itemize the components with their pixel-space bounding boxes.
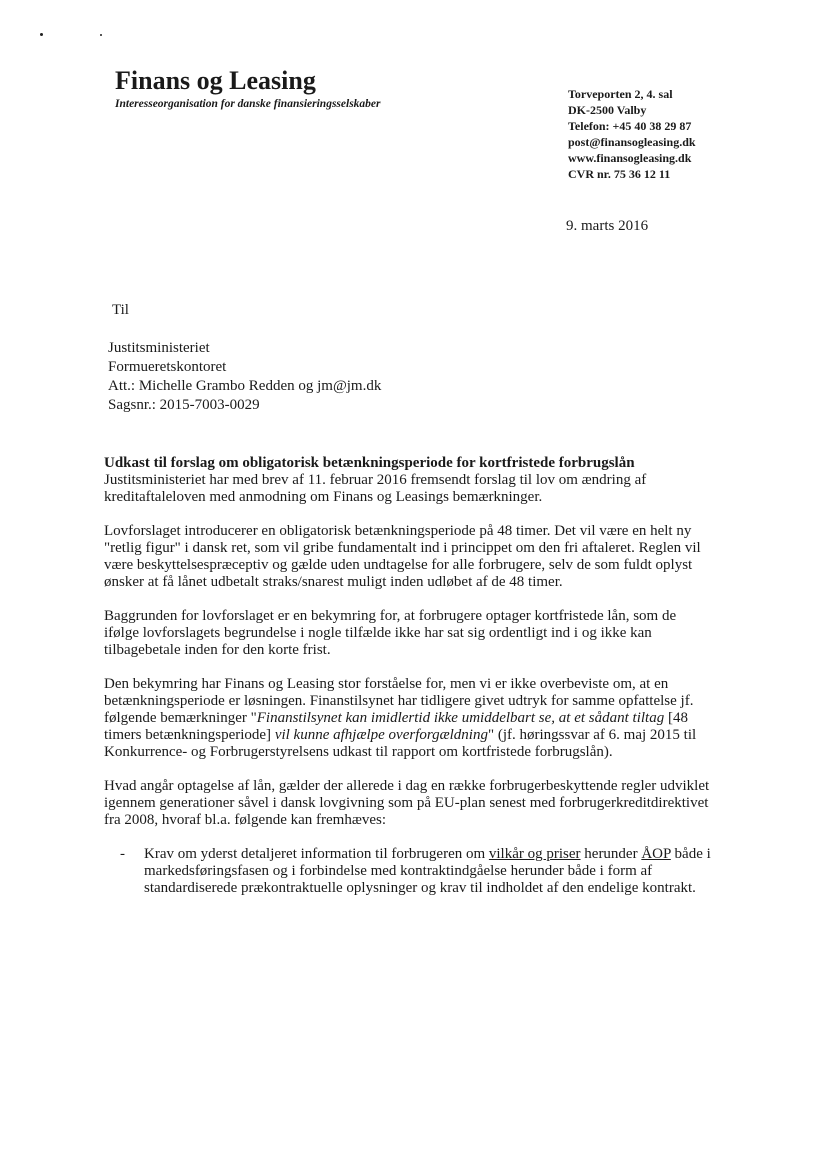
paragraph-4-text: " (jf. høringssvar af 6. maj 2015 til Konkurrence- og Forbrugerstyrelsens udkast til rapport om kortfristede forbrugslån). [104, 727, 697, 760]
recipient-att: Att.: Michelle Grambo Redden og jm@jm.dk [108, 378, 382, 394]
paragraph-4-quote-1: Finanstilsynet kan imidlertid ikke umiddelbart se, at et sådant tiltag [256, 710, 665, 726]
bullet-text-part: både i markedsføringsfasen og i forbindelse med kontraktindgåelse herunder både i form af standardiserede prækontraktuelle oplysninger og krav til indholdet af den endelige kontrakt. [144, 846, 711, 896]
scan-speck [100, 34, 102, 36]
paragraph-1: Justitsministeriet har med brev af 11. februar 2016 fremsendt forslag til lov om ændring af kreditaftaleloven med anmodning om Finans og Leasings bemærkninger. [104, 472, 647, 505]
org-tagline: Interesseorganisation for danske finansieringsselskaber [115, 98, 381, 110]
contact-block [568, 86, 696, 182]
paragraph-3: Baggrunden for lovforslaget er en bekymring for, at forbrugere optager kortfristede lån, som de ifølge lovforslagets begrundelse i nogle tilfælde ikke har sat sig ordentligt ind i og ikke kan tilbagebetale inden for den korte frist. [104, 608, 677, 658]
bullet-text [144, 846, 714, 897]
letter-body [104, 455, 714, 897]
recipient-case: Sagsnr.: 2015-7003-0029 [108, 397, 260, 413]
list-item [104, 846, 714, 897]
contact-cvr: CVR nr. 75 36 12 11 [568, 167, 671, 181]
bullet-underlined-terms: vilkår og priser [488, 846, 581, 862]
recipient-to: Til [112, 302, 129, 318]
bullet-underlined-aop: ÅOP [641, 846, 671, 862]
bullet-text-part: herunder [580, 846, 642, 862]
paragraph-4-text: Den bekymring har Finans og Leasing stor forståelse for, men vi er ikke overbeviste om, at en betænkningsperiode er løsningen. Finanstilsynet har tidligere givet udtryk for samme opfattelse jf. følgende bemærkninger " [104, 676, 694, 726]
recipient-address [108, 339, 381, 415]
recipient-office: Formueretskontoret [108, 359, 227, 375]
scan-speck [40, 33, 43, 36]
contact-street: Torveporten 2, 4. sal [568, 87, 673, 101]
bullet-dash: - [120, 846, 125, 862]
paragraph-5: Hvad angår optagelse af lån, gælder der allerede i dag en række forbrugerbeskyttende regler udviklet igennem generationer såvel i dansk lovgivning som på EU-plan senest med forbrugerkreditdirektivet fra 2008, hvoraf bl.a. følgende kan fremhæves: [104, 778, 710, 828]
paragraph-4 [104, 676, 714, 761]
letter-date: 9. marts 2016 [566, 218, 649, 234]
paragraph-4-text: [48 timers betænkningsperiode] [104, 710, 688, 743]
contact-web: www.finansogleasing.dk [568, 151, 692, 165]
contact-city: DK-2500 Valby [568, 103, 647, 117]
paragraph-2: Lovforslaget introducerer en obligatorisk betænkningsperiode på 48 timer. Det vil være en helt ny "retlig figur" i dansk ret, som vil gribe fundamentalt ind i princippet om den fri aftaleret. Reglen vil være beskyttelsespræceptiv og gælde uden undtagelse for alle forbrugere, selv de som fuldt oplyst ønsker at få lånet udbetalt straks/snarest muligt inden udløbet af de 48 timer. [104, 523, 701, 590]
org-name: Finans og Leasing [115, 66, 316, 95]
letter-subject: Udkast til forslag om obligatorisk betænkningsperiode for kortfristede forbrugslån [104, 455, 635, 471]
paragraph-4-quote-2: vil kunne afhjælpe overforgældning [274, 727, 488, 743]
bullet-text-part: Krav om yderst detaljeret information til forbrugeren om [144, 846, 489, 862]
contact-email: post@finansogleasing.dk [568, 135, 696, 149]
recipient-org: Justitsministeriet [108, 340, 210, 356]
contact-phone: Telefon: +45 40 38 29 87 [568, 119, 692, 133]
